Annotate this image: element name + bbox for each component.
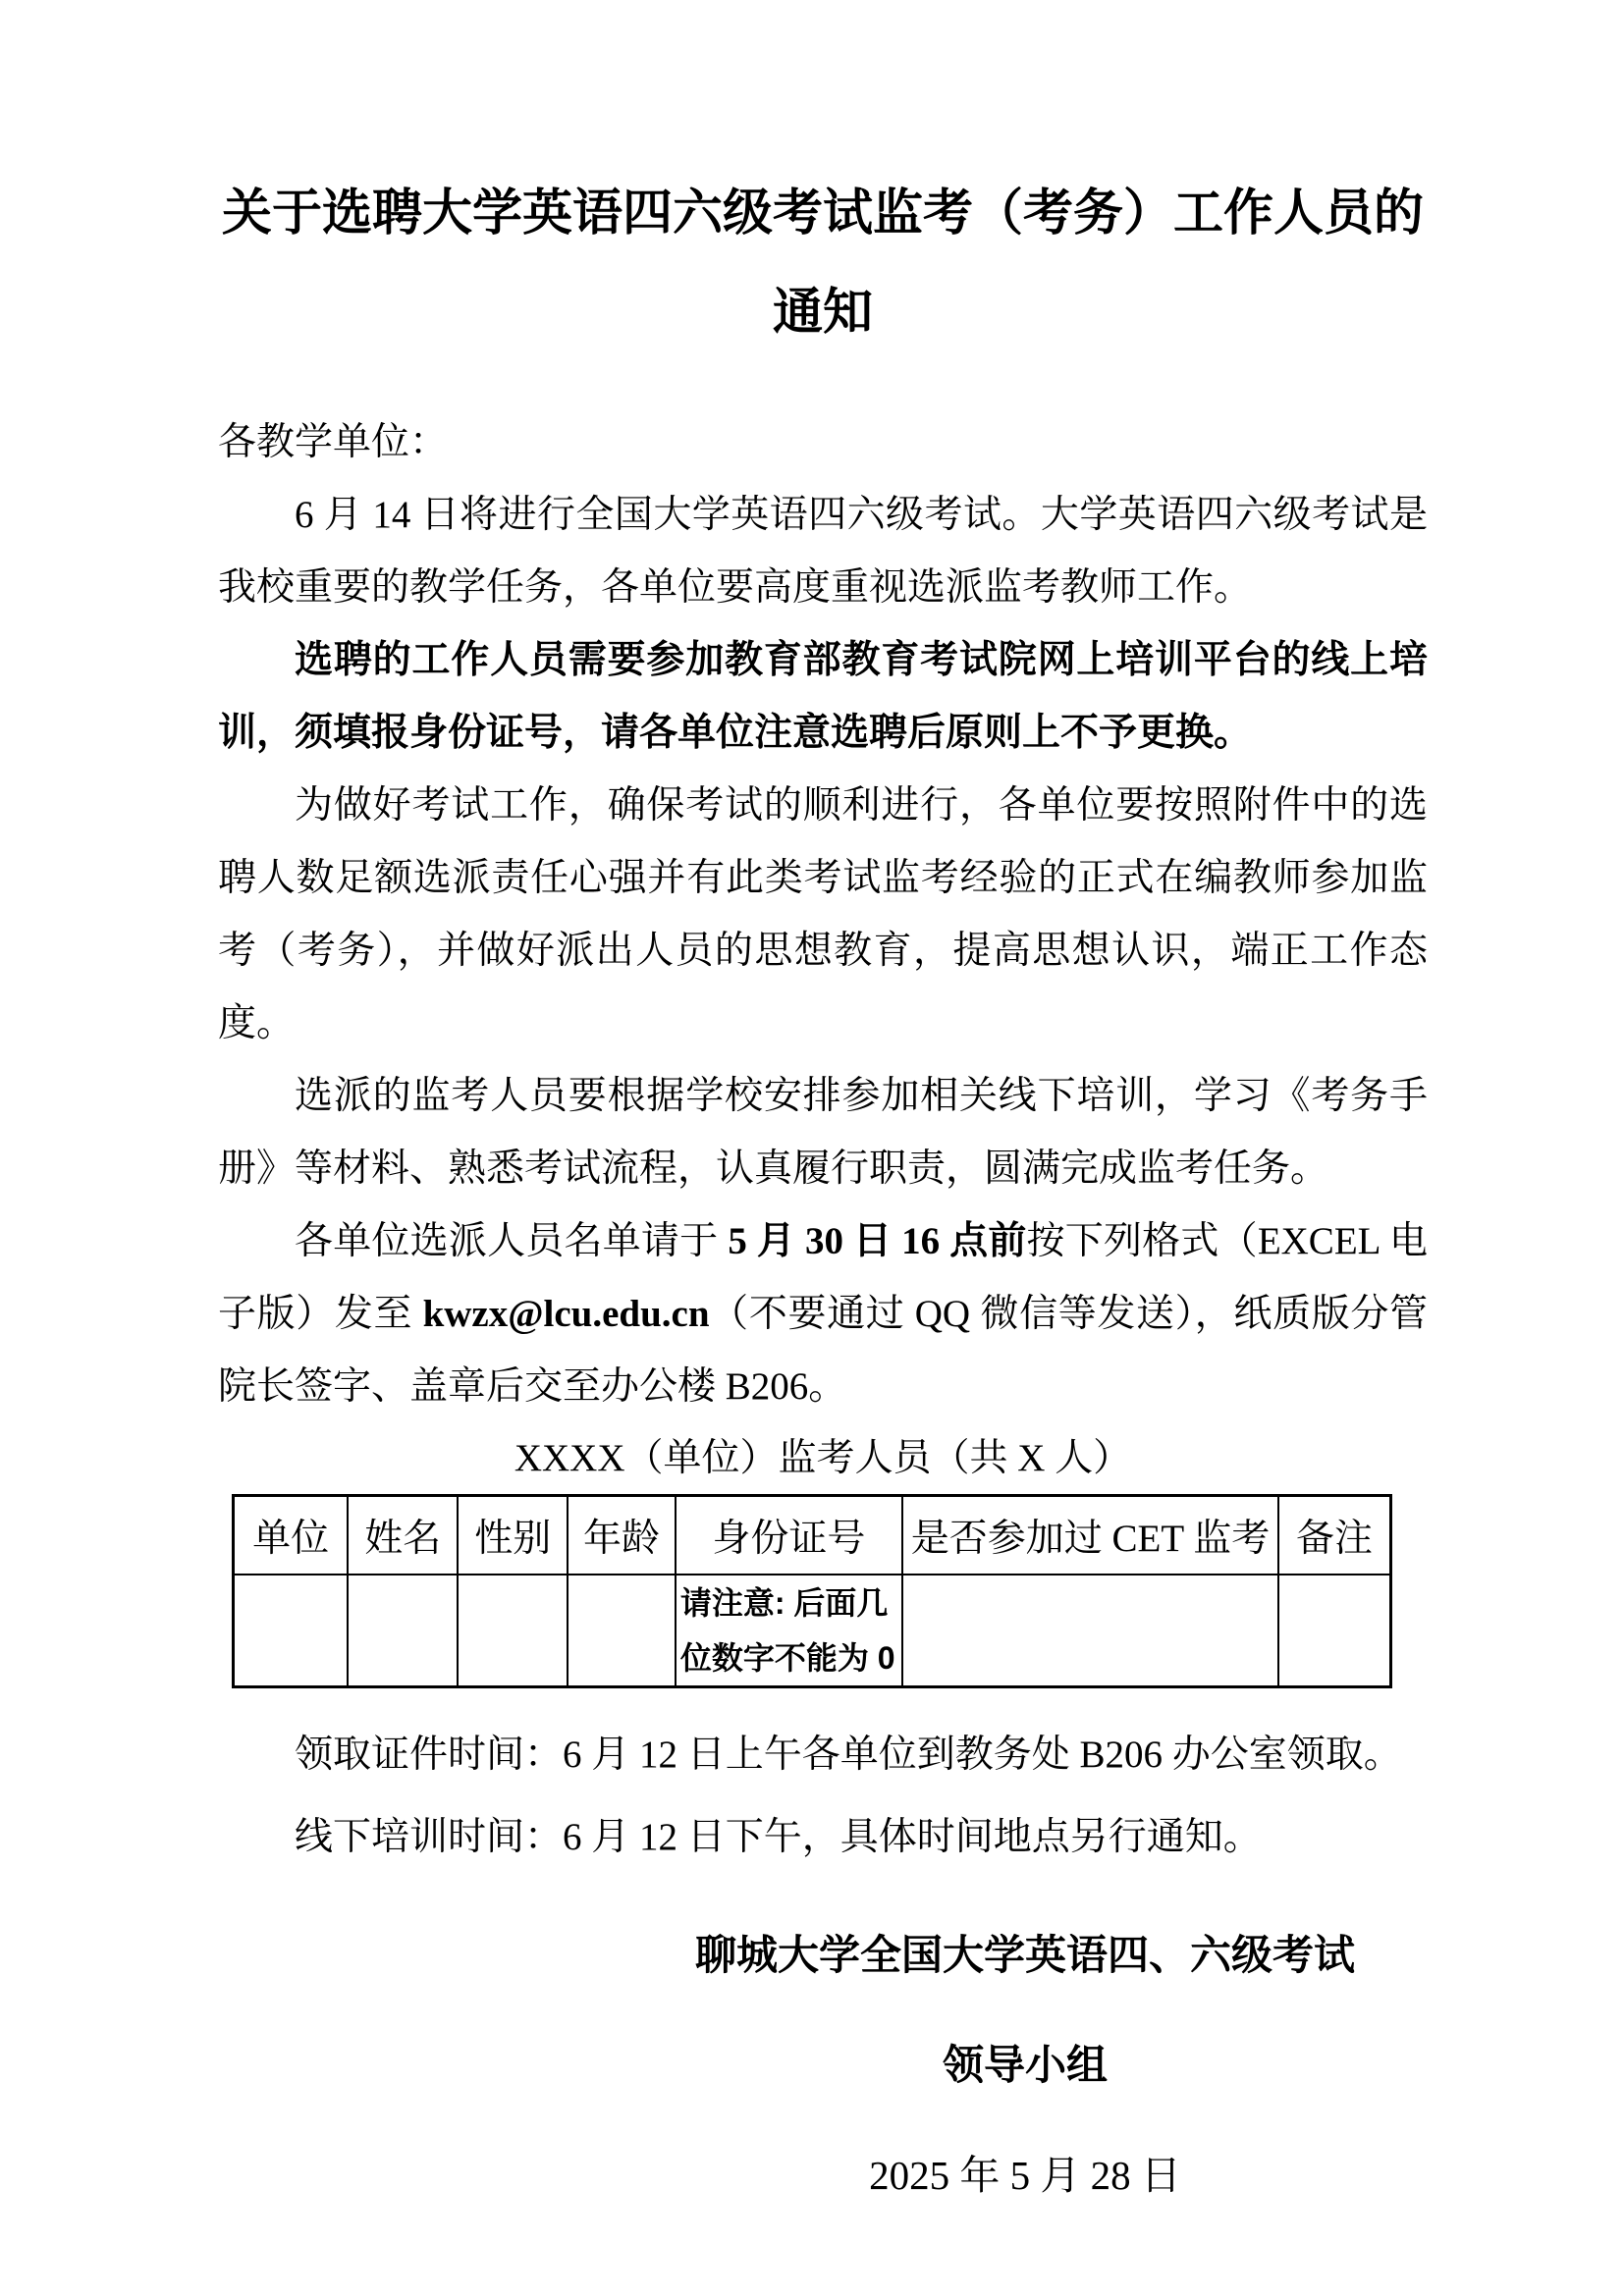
empty-cell	[902, 1575, 1278, 1687]
paragraph	[218, 1060, 1428, 1205]
signature-date: 2025 年 5 月 28 日	[869, 2152, 1181, 2198]
text-run: （不要通过 QQ 微信等发送），纸质版分管院长签字、盖章后交至办公楼 B206。	[218, 1293, 1428, 1408]
salutation: 各教学单位：	[218, 421, 449, 463]
bold-run: kwzx@lcu.edu.cn	[422, 1293, 710, 1335]
empty-cell	[348, 1575, 458, 1687]
body-paragraphs	[218, 479, 1428, 1423]
column-header: 是否参加过 CET 监考	[902, 1496, 1278, 1575]
text-run: 为做好考试工作，确保考试的顺利进行，各单位要按照附件中的选聘人数足额选派责任心强并有此类考试监考经验的正式在编教师参加监考（考务），并做好派出人员的思想教育，提高思想认识，端正工作态度。	[218, 784, 1428, 1044]
invigilator-table	[232, 1494, 1392, 1688]
signature-org-line-1: 聊城大学全国大学英语四、六级考试	[694, 1931, 1355, 1978]
bold-run: 5 月 30 日 16 点前	[728, 1220, 1027, 1262]
column-header: 身份证号	[676, 1496, 902, 1575]
column-header: 性别	[458, 1496, 568, 1575]
document-title	[218, 165, 1428, 363]
empty-cell	[1278, 1575, 1390, 1687]
title-line-1: 关于选聘大学英语四六级考试监考（考务）工作人员的	[221, 187, 1424, 241]
column-header: 单位	[234, 1496, 349, 1575]
table-header-row	[234, 1496, 1391, 1575]
footer-paragraph: 线下培训时间：6 月 12 日下午，具体时间地点另行通知。	[295, 1815, 1262, 1858]
table-caption: XXXX（单位）监考人员（共 X 人）	[514, 1437, 1132, 1479]
empty-cell	[234, 1575, 349, 1687]
table-row	[234, 1575, 1391, 1687]
empty-cell	[568, 1575, 676, 1687]
signature-org-line-2: 领导小组	[942, 2041, 1108, 2088]
footer-paragraph: 领取证件时间：6 月 12 日上午各单位到教务处 B206 办公室领取。	[295, 1733, 1402, 1776]
column-header: 姓名	[348, 1496, 458, 1575]
bold-run: 选聘的工作人员需要参加教育部教育考试院网上培训平台的线上培训，须填报身份证号，请各单位注意选聘后原则上不予更换。	[218, 639, 1428, 754]
text-run: 按下列格式（EXCEL 电子版）发至	[218, 1220, 1428, 1335]
paragraph	[218, 770, 1428, 1060]
paragraph	[218, 1205, 1428, 1423]
paragraph	[218, 624, 1428, 770]
signature-block	[652, 1900, 1398, 2230]
column-header: 年龄	[568, 1496, 676, 1575]
text-run: 6 月 14 日将进行全国大学英语四六级考试。大学英语四六级考试是我校重要的教学任务，各单位要高度重视选派监考教师工作。	[218, 494, 1428, 609]
footer-paragraphs	[218, 1714, 1428, 1879]
empty-cell	[458, 1575, 568, 1687]
column-header: 备注	[1278, 1496, 1390, 1575]
title-line-2: 通知	[772, 286, 873, 341]
text-run: 选派的监考人员要根据学校安排参加相关线下培训，学习《考务手册》等材料、熟悉考试流程，认真履行职责，圆满完成监考任务。	[218, 1075, 1428, 1190]
id-number-note-cell: 请注意: 后面几位数字不能为 0	[676, 1575, 902, 1687]
text-run: 各单位选派人员名单请于	[295, 1220, 729, 1262]
paragraph	[218, 479, 1428, 624]
